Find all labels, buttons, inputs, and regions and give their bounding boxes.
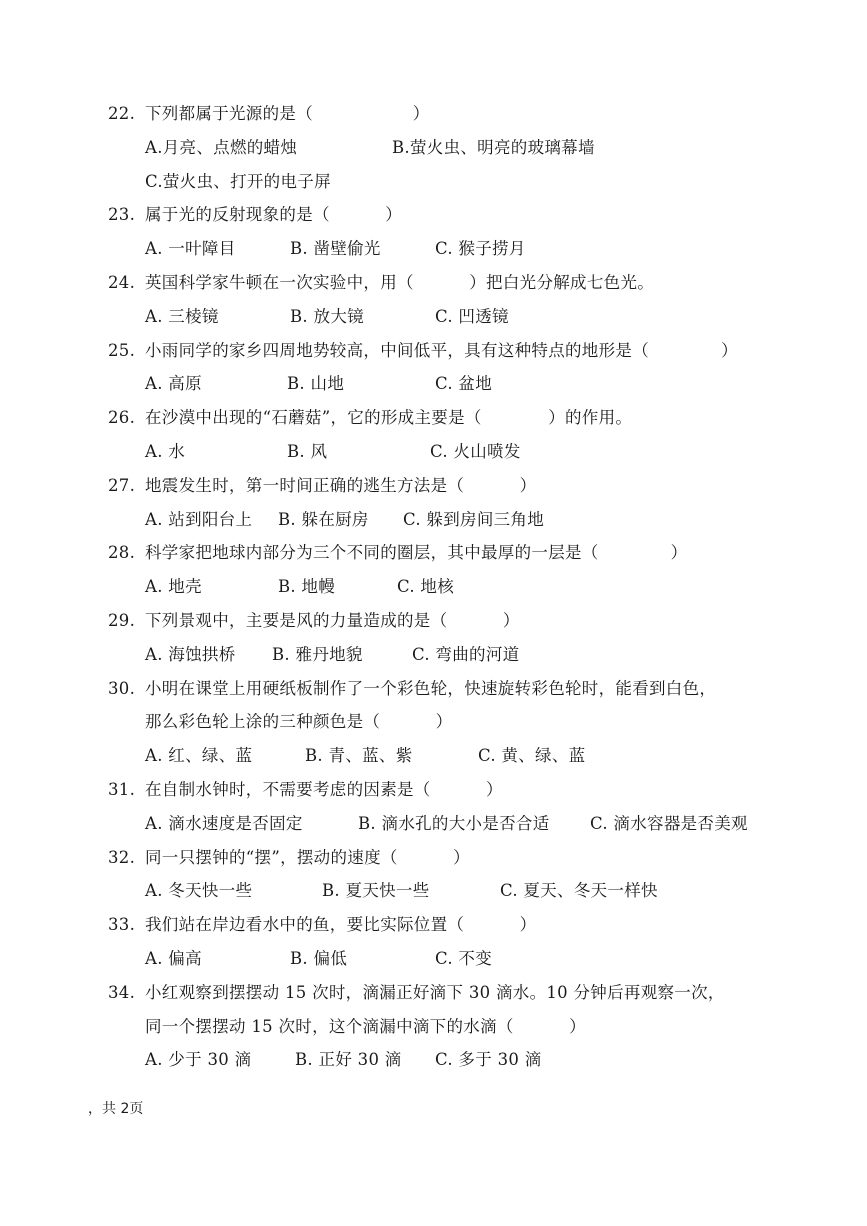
answer-option: A. 少于 30 滴 [145,1050,252,1070]
answer-option: B. 凿壁偷光 [290,239,381,259]
answer-option: C. 弯曲的河道 [412,644,520,664]
answer-option: B. 正好 30 滴 [295,1050,402,1070]
answer-option: B. 青、蓝、紫 [305,746,413,766]
answer-option: A. 水 [145,442,186,461]
answer-option: A. 海蚀拱桥 [145,644,236,664]
question-number: 24. [108,273,136,292]
question-number: 23. [108,205,136,225]
answer-option: A. 站到阳台上 [145,509,253,529]
answer-option: B. 夏天快一些 [322,881,430,901]
answer-option: C. 凹透镜 [435,306,509,326]
answer-option: C. 黄、绿、蓝 [478,746,586,766]
answer-option: C. 滴水容器是否美观 [590,813,748,833]
question-number: 32. [108,847,136,867]
question-number: 22. [108,104,136,123]
question-number: 25. [108,340,136,360]
answer-option: A.月亮、点燃的蜡烛 [145,137,298,157]
answer-option: C. 地核 [397,577,455,597]
answer-option: B. 地幔 [278,577,336,597]
question-stem: 在沙漠中出现的“石蘑菇”，它的形成主要是（ ）的作用。 [145,408,633,428]
answer-option: C. 夏天、冬天一样快 [500,881,658,901]
answer-option: C. 躲到房间三角地 [403,509,545,529]
answer-option: B. 雅丹地貌 [272,644,363,664]
answer-option: A. 红、绿、蓝 [145,746,253,766]
question-stem: 那么彩色轮上涂的三种颜色是（ ） [145,712,453,732]
question-stem: 下列都属于光源的是（ ） [145,104,430,123]
question-number: 27. [108,475,136,495]
question-stem: 小明在课堂上用硬纸板制作了一个彩色轮，快速旋转彩色轮时，能看到白色， [145,678,717,698]
question-number: 28. [108,543,136,563]
question-stem: 我们站在岸边看水中的鱼，要比实际位置（ ） [145,915,537,935]
question-stem: 小雨同学的家乡四周地势较高，中间低平，具有这种特点的地形是（ ） [145,340,738,360]
question-stem: 地震发生时，第一时间正确的逃生方法是（ ） [145,475,537,495]
question-number: 30. [108,678,136,698]
answer-option: A. 三棱镜 [145,306,219,326]
answer-option: C. 火山喷发 [430,442,521,461]
answer-option: B.萤火虫、明亮的玻璃幕墙 [392,137,595,157]
question-stem: 在自制水钟时，不需要考虑的因素是（ ） [145,780,503,799]
question-stem: 小红观察到摆摆动 15 次时，滴漏正好滴下 30 滴水。10 分钟后再观察一次， [145,982,725,1002]
answer-option: B. 风 [287,442,328,461]
question-stem: 同一个摆摆动 15 次时，这个滴漏中滴下的水滴（ ） [145,1016,586,1036]
answer-option: A. 一叶障目 [145,239,236,259]
answer-option: A. 冬天快一些 [145,881,253,901]
question-stem: 下列景观中，主要是风的力量造成的是（ ） [145,611,520,630]
answer-option: B. 放大镜 [290,306,364,326]
answer-option: A. 地壳 [145,577,202,597]
question-number: 29. [108,611,136,630]
answer-option: A. 偏高 [145,949,202,968]
answer-option: C. 猴子捞月 [435,239,526,259]
question-stem: 科学家把地球内部分为三个不同的圈层，其中最厚的一层是（ ） [145,543,688,563]
answer-option: C. 盆地 [435,374,493,394]
question-number: 26. [108,408,136,428]
page-footer: ，共 2页 [88,1101,144,1117]
answer-option: C. 多于 30 滴 [435,1050,542,1070]
answer-option: A. 滴水速度是否固定 [145,813,303,833]
answer-option: C. 不变 [435,949,493,968]
answer-option: C.萤火虫、打开的电子屏 [145,171,331,191]
answer-option: B. 山地 [287,374,345,394]
question-stem: 同一只摆钟的“摆”，摆动的速度（ ） [145,847,470,867]
question-stem: 属于光的反射现象的是（ ） [145,205,403,225]
question-stem: 英国科学家牛顿在一次实验中，用（ ）把白光分解成七色光。 [145,273,655,292]
question-number: 33. [108,915,136,935]
question-number: 34. [108,982,136,1002]
answer-option: B. 滴水孔的大小是否合适 [358,813,550,833]
answer-option: A. 高原 [145,374,202,394]
question-number: 31. [108,780,136,799]
answer-option: B. 偏低 [290,949,348,968]
answer-option: B. 躲在厨房 [278,509,369,529]
